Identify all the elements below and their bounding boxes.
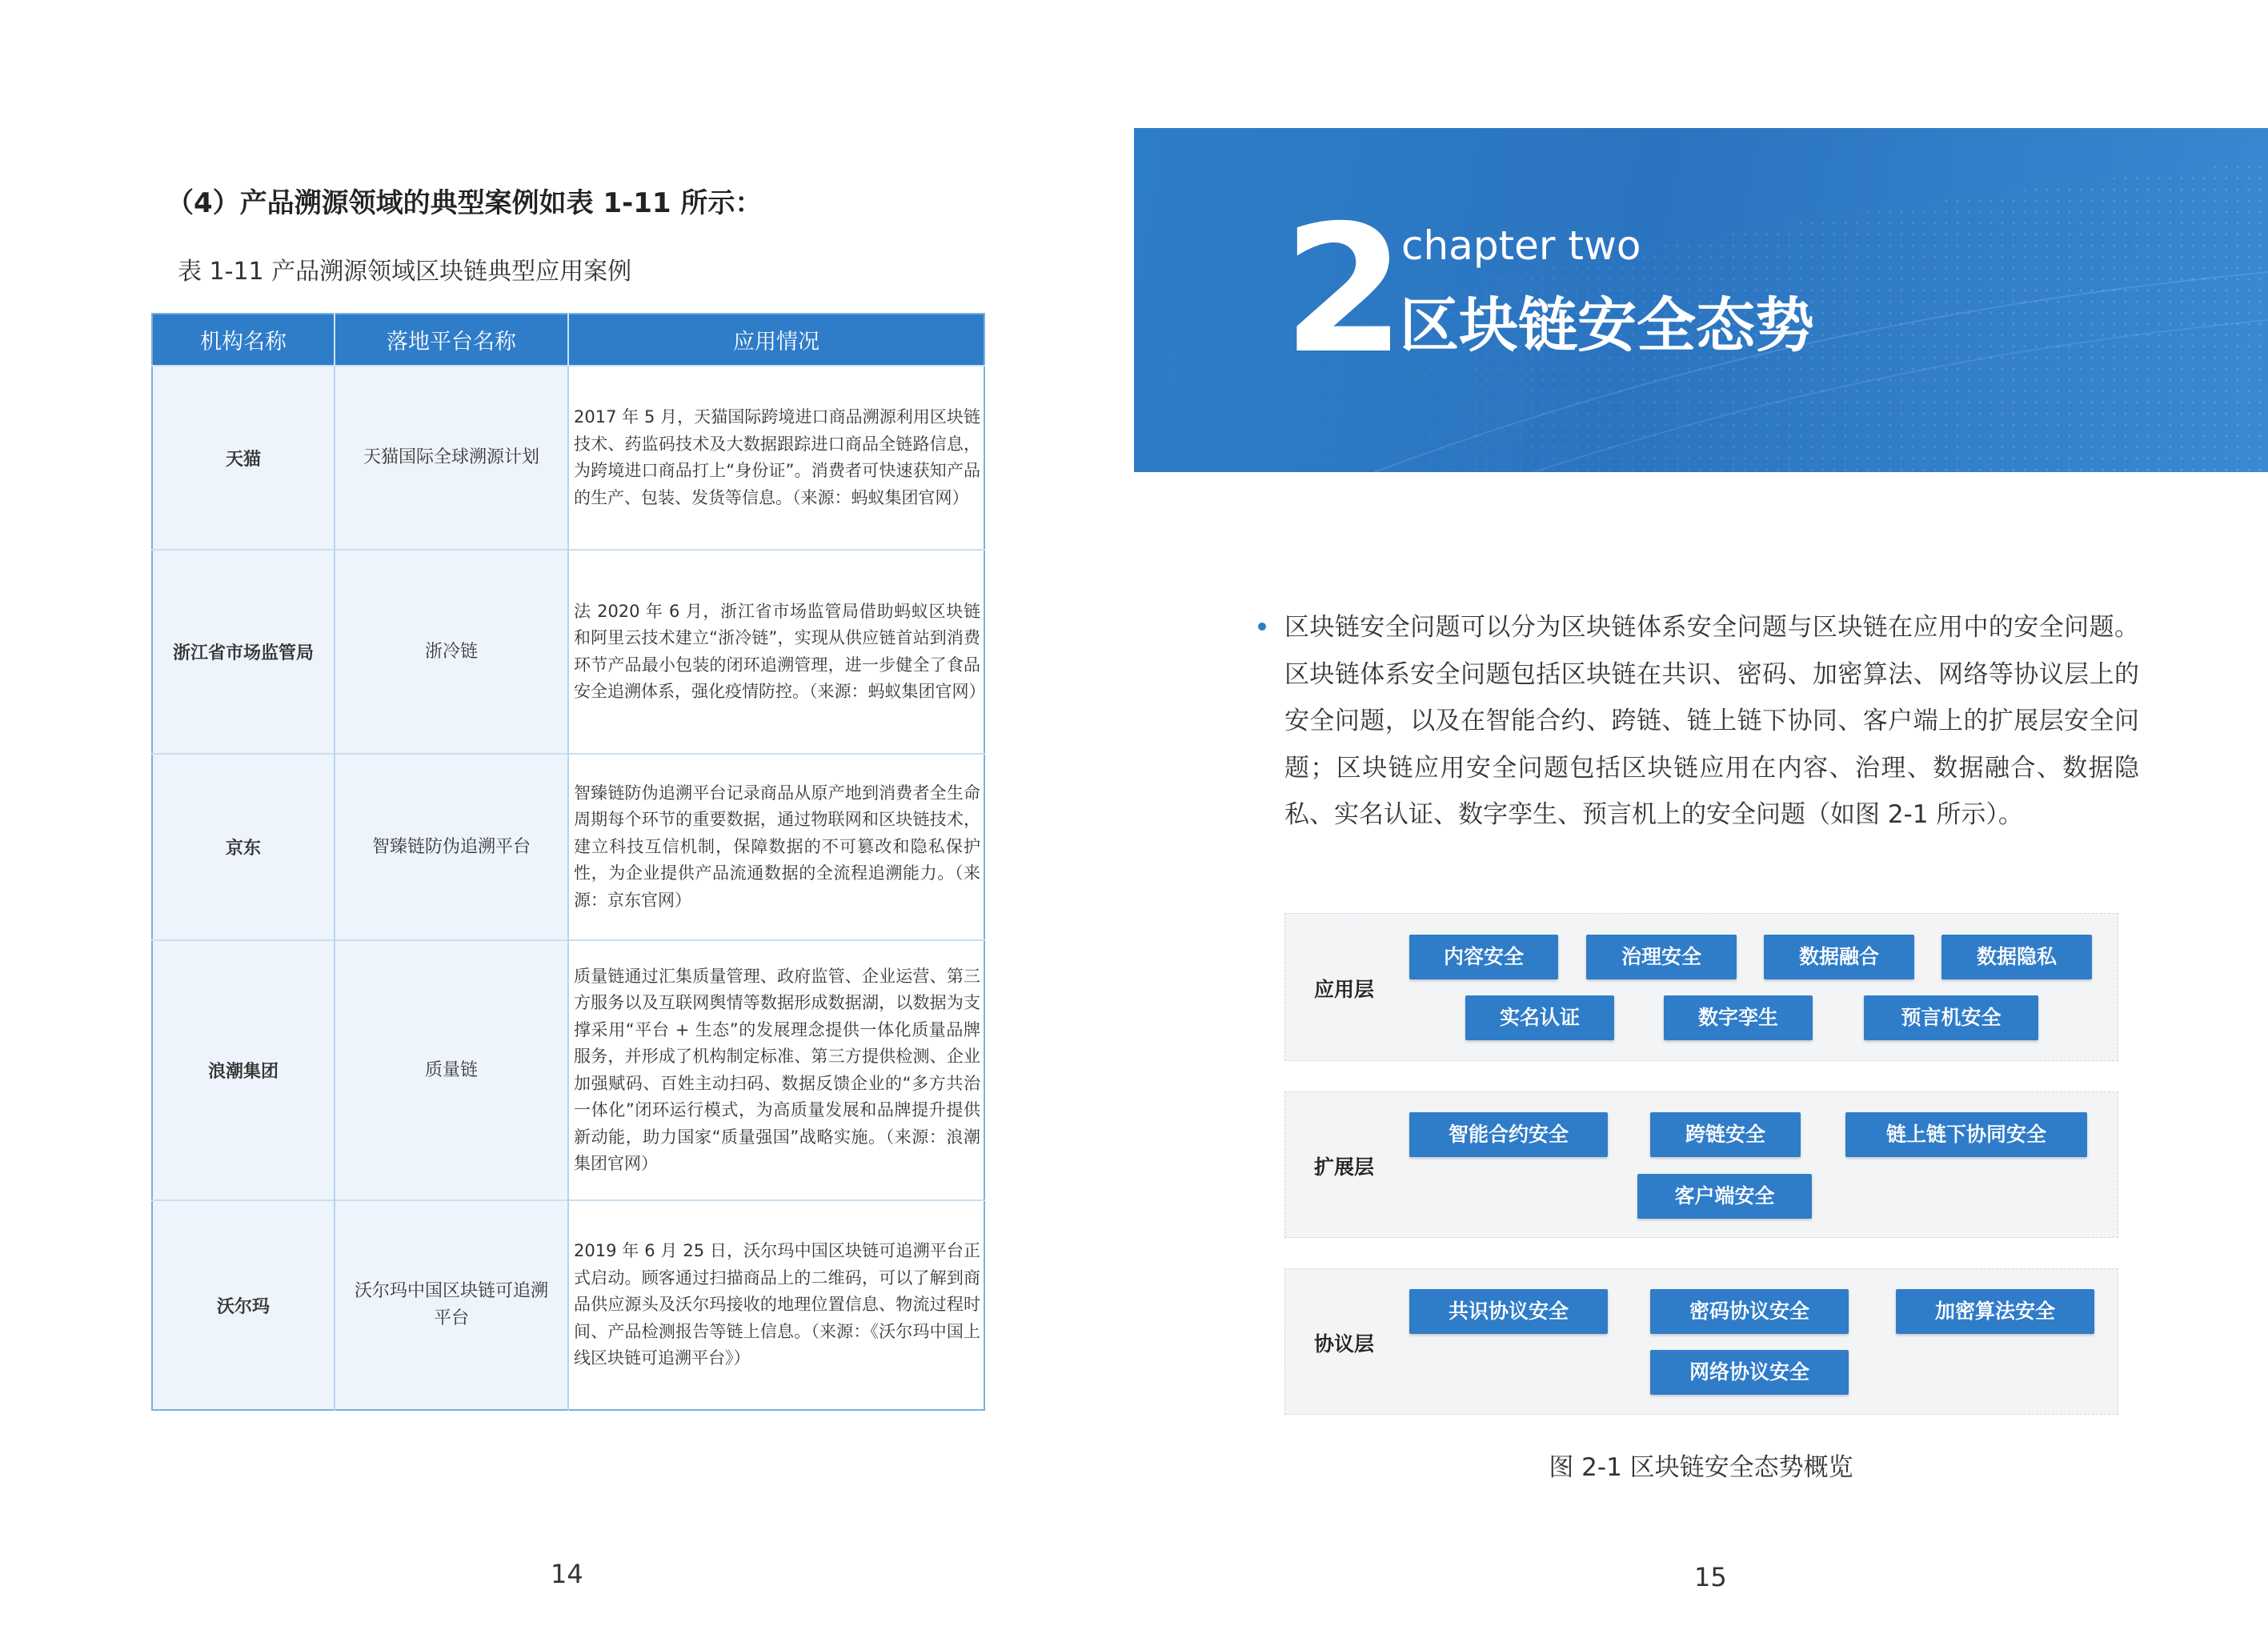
layer-item: 网络协议安全 [1650, 1350, 1849, 1395]
bullet-paragraph [1284, 604, 2139, 839]
layer-label: 协议层 [1314, 1332, 1375, 1356]
layer-item: 客户端安全 [1637, 1174, 1812, 1219]
layer-item: 链上链下协同安全 [1845, 1112, 2087, 1157]
table-row [152, 754, 984, 940]
extension-layer-panel [1284, 1091, 2118, 1238]
platform-cell: 天猫国际全球溯源计划 [335, 366, 568, 550]
layer-item: 数据融合 [1764, 935, 1914, 979]
layer-item: 数据隐私 [1941, 935, 2092, 979]
platform-cell: 智臻链防伪追溯平台 [335, 754, 568, 940]
description-cell: 法 2020 年 6 月，浙江省市场监管局借助蚂蚁区块链和阿里云技术建立“浙冷链”，实现从供应链首站到消费环节产品最小包装的闭环追溯管理，进一步健全了食品安全追溯体系，强化疫情防控。（来源：蚂蚁集团官网） [568, 550, 984, 754]
application-layer-panel [1284, 913, 2118, 1061]
platform-cell: 浙冷链 [335, 550, 568, 754]
org-cell: 沃尔玛 [152, 1200, 335, 1410]
protocol-layer-panel [1284, 1268, 2118, 1415]
layer-item: 智能合约安全 [1409, 1112, 1608, 1157]
layer-label: 扩展层 [1314, 1155, 1375, 1179]
table-row [152, 550, 984, 754]
case-table [151, 313, 985, 1411]
description-cell: 质量链通过汇集质量管理、政府监管、企业运营、第三方服务以及互联网舆情等数据形成数据湖，以数据为支撑采用“平台 + 生态”的发展理念提供一体化质量品牌服务，并形成了机构制定标准、第三方提供检测、企业加强赋码、百姓主动扫码、数据反馈企业的“多方共治一体化”闭环运行模式，为高质量发展和品牌提升提供新动能，助力国家“质量强国”战略实施。（来源：浪潮集团官网） [568, 940, 984, 1200]
org-cell: 浙江省市场监管局 [152, 550, 335, 754]
layer-item: 预言机安全 [1864, 995, 2038, 1040]
layer-label: 应用层 [1314, 978, 1375, 1001]
layer-item: 加密算法安全 [1896, 1289, 2094, 1334]
column-header: 机构名称 [152, 314, 335, 366]
page-number: 14 [551, 1559, 583, 1589]
table-row [152, 940, 984, 1200]
layer-item: 共识协议安全 [1409, 1289, 1608, 1334]
layer-item: 治理安全 [1586, 935, 1737, 979]
layer-item: 内容安全 [1409, 935, 1558, 979]
table-caption: 表 1-11 产品溯源领域区块链典型应用案例 [178, 258, 632, 286]
page-number: 15 [1694, 1562, 1727, 1592]
platform-cell: 质量链 [335, 940, 568, 1200]
description-cell: 2019 年 6 月 25 日，沃尔玛中国区块链可追溯平台正式启动。顾客通过扫描商品上的二维码，可以了解到商品供应源头及沃尔玛接收的地理位置信息、物流过程时间、产品检测报告等链上信息。（来源：《沃尔玛中国上线区块链可追溯平台》） [568, 1200, 984, 1410]
org-cell: 天猫 [152, 366, 335, 550]
org-cell: 京东 [152, 754, 335, 940]
chapter-number: 2 [1283, 187, 1401, 392]
description-cell: 智臻链防伪追溯平台记录商品从原产地到消费者全生命周期每个环节的重要数据，通过物联网和区块链技术，建立科技互信机制，保障数据的不可篡改和隐私保护性，为企业提供产品流通数据的全流程追溯能力。（来源：京东官网） [568, 754, 984, 940]
table-header-row [152, 314, 984, 366]
right-page [1134, 0, 2268, 1638]
chapter-title: 区块链安全态势 [1400, 291, 1814, 360]
layer-item: 数字孪生 [1664, 995, 1813, 1040]
layer-item: 跨链安全 [1650, 1112, 1801, 1157]
column-header: 应用情况 [568, 314, 984, 366]
figure-caption: 图 2-1 区块链安全态势概览 [1549, 1453, 1853, 1482]
layer-item: 密码协议安全 [1650, 1289, 1849, 1334]
column-header: 落地平台名称 [335, 314, 568, 366]
bullet-icon [1258, 623, 1266, 631]
description-cell: 2017 年 5 月，天猫国际跨境进口商品溯源利用区块链技术、药监码技术及大数据跟踪进口商品全链路信息，为跨境进口商品打上“身份证”。消费者可快速获知产品的生产、包装、发货等信息。（来源：蚂蚁集团官网） [568, 366, 984, 550]
layer-item: 实名认证 [1465, 995, 1614, 1040]
chapter-subtitle: chapter two [1401, 222, 1641, 269]
table-row [152, 366, 984, 550]
table-row [152, 1200, 984, 1410]
section-heading: （4）产品溯源领域的典型案例如表 1-11 所示： [166, 187, 763, 219]
org-cell: 浪潮集团 [152, 940, 335, 1200]
bullet-text: 区块链安全问题可以分为区块链体系安全问题与区块链在应用中的安全问题。区块链体系安全问题包括区块链在共识、密码、加密算法、网络等协议层上的安全问题，以及在智能合约、跨链、链上链下协同、客户端上的扩展层安全问题；区块链应用安全问题包括区块链应用在内容、治理、数据融合、数据隐私、实名认证、数字孪生、预言机上的安全问题（如图 2-1 所示）。 [1284, 613, 2139, 829]
chapter-banner [1134, 128, 2268, 472]
platform-cell: 沃尔玛中国区块链可追溯平台 [335, 1200, 568, 1410]
